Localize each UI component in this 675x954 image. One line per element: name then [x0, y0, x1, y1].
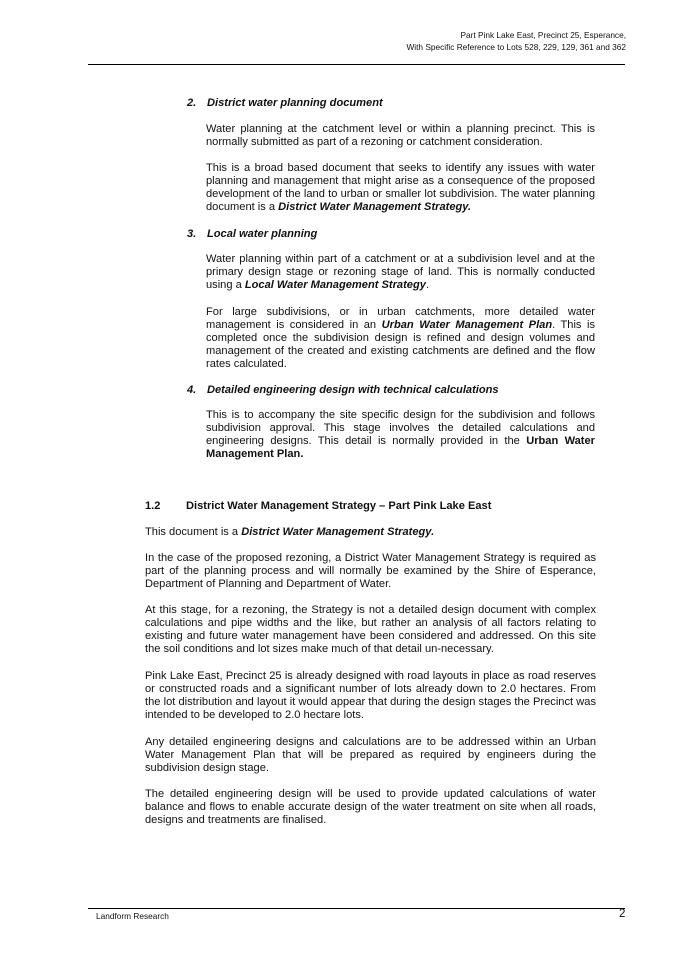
- footer-rule: [88, 908, 625, 909]
- page-number: 2: [619, 908, 626, 920]
- emphasis: Urban Water Management Plan: [381, 319, 553, 332]
- header-rule: [88, 64, 625, 65]
- item-3-paragraph-1: Water planning within part of a catchment or at a subdivision level and at the primary design stage or rezoning stage of land. This is normally conducted using a Local Water Management Strategy.: [206, 253, 595, 292]
- body-paragraph-5: The detailed engineering design will be used to provide updated calculations of water balance and flows to enable accurate design of the water treatment on site when all roads, designs and treatments are finalised.: [145, 788, 596, 827]
- item-number: 3.: [187, 228, 197, 240]
- body-paragraph-4: Any detailed engineering designs and calculations are to be addressed within an Urban Water Management Plan that will be prepared as required by engineers during the subdivision design stage.: [145, 736, 596, 775]
- item-2-paragraph-2: This is a broad based document that seeks to identify any issues with water planning and management that might arise as a consequence of the proposed development of the land to urban or smaller lot subdivision. The water planning document is a District Water Management Strategy.: [206, 162, 595, 214]
- item-title: Detailed engineering design with technical calculations: [207, 384, 499, 396]
- header-line-1: Part Pink Lake East, Precinct 25, Esperance,: [460, 30, 626, 40]
- emphasis: District Water Management Strategy.: [278, 201, 472, 214]
- emphasis: Local Water Management Strategy: [244, 279, 426, 292]
- emphasis: Urban Water Management Plan.: [206, 435, 595, 461]
- item-2-paragraph-1: Water planning at the catchment level or within a planning precinct. This is normally submitted as part of a rezoning or catchment consideration.: [206, 123, 595, 149]
- header-line-2: With Specific Reference to Lots 528, 229, 129, 361 and 362: [406, 42, 626, 52]
- item-4-paragraph-1: This is to accompany the site specific design for the subdivision and follows subdivision approval. This stage involves the detailed calculations and engineering designs. This detail is normally provided in the Urban Water Management Plan.: [206, 409, 595, 461]
- item-number: 2.: [187, 97, 197, 109]
- item-number: 4.: [187, 384, 197, 396]
- running-header: [226, 29, 626, 53]
- item-title: Local water planning: [207, 228, 318, 240]
- item-title: District water planning document: [207, 97, 383, 109]
- footer-organization: Landform Research: [96, 911, 169, 921]
- emphasis: District Water Management Strategy.: [241, 526, 435, 538]
- body-paragraph-3: Pink Lake East, Precinct 25 is already designed with road layouts in place as road reserves or constructed roads and a significant number of lots already down to 2.0 hectares. From the lot distribution and layout it would appear that during the design stages the Precinct was intended to be developed to 2.0 hectare lots.: [145, 670, 596, 722]
- section-number: 1.2: [145, 500, 161, 512]
- item-3-paragraph-2: For large subdivisions, or in urban catchments, more detailed water management is considered in an Urban Water Management Plan. This is completed once the subdivision design is refined and design volumes and management of the created and existing catchments are defined and the flow rates calculated.: [206, 306, 596, 371]
- body-paragraph-2: At this stage, for a rezoning, the Strategy is not a detailed design document with complex calculations and pipe widths and the like, but rather an analysis of all factors relating to existing and future water management have been considered and addressed. On this site the soil conditions and lot sizes make much of that detail un-necessary.: [145, 604, 596, 656]
- section-title: District Water Management Strategy – Part Pink Lake East: [186, 500, 492, 512]
- section-intro: This document is a District Water Management Strategy.: [145, 526, 435, 538]
- body-paragraph-1: In the case of the proposed rezoning, a District Water Management Strategy is required as part of the planning process and will normally be examined by the Shire of Esperance, Department of Planning and Department of Water.: [145, 552, 596, 591]
